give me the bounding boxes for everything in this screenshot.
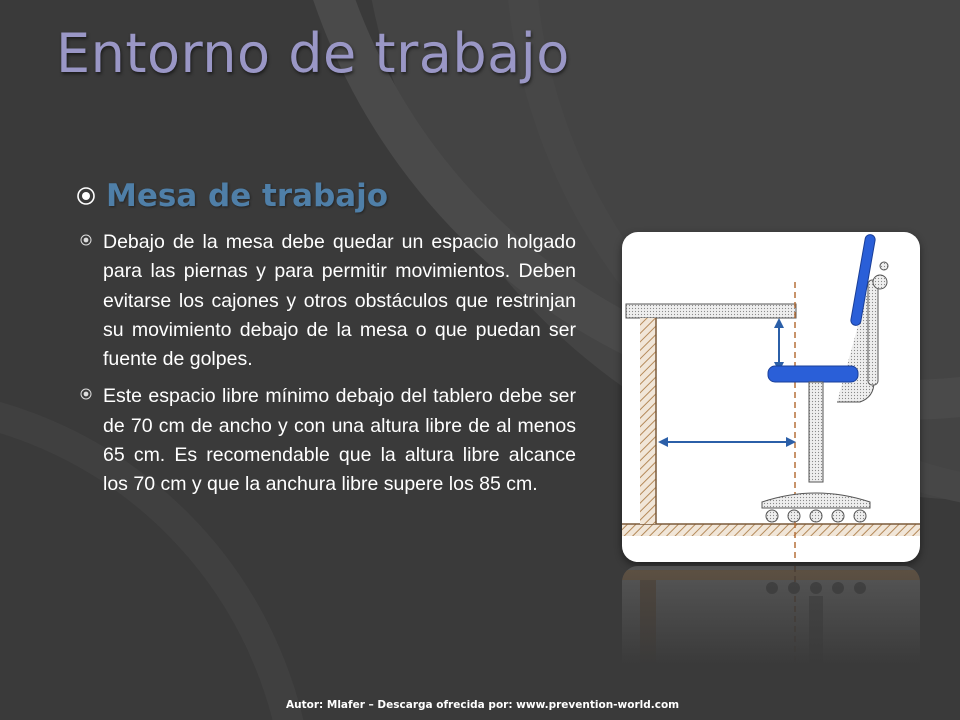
paragraph-dimensions: Este espacio libre mínimo debajo del tablero debe ser de 70 cm de ancho y con una altura libre de al menos 65 cm. Es recomendable que la altura libre alcance los 70 cm y que la anchura libre supere los 85 cm. xyxy=(103,385,576,496)
desk-chair-figure xyxy=(622,232,920,562)
list-item xyxy=(80,228,576,374)
list-item xyxy=(80,382,576,499)
page-title: Entorno de trabajo xyxy=(56,22,570,85)
circle-dot-bullet-icon xyxy=(80,388,92,400)
desk-chair-clearance-diagram-icon xyxy=(622,232,920,562)
section-title: Mesa de trabajo xyxy=(106,178,389,214)
circle-dot-bullet-icon xyxy=(80,234,92,246)
circle-dot-bullet-icon xyxy=(76,186,96,206)
section-heading xyxy=(76,178,388,214)
paragraph-clearance: Debajo de la mesa debe quedar un espacio holgado para las piernas y para permitir movimientos. Deben evitarse los cajones y otros obstáculos que restrinjan su movimiento debajo de la mesa o que puedan ser fuente de golpes. xyxy=(103,231,576,371)
bullet-list xyxy=(80,228,576,508)
figure-reflection xyxy=(622,566,920,676)
footer-credit: Autor: Mlafer – Descarga ofrecida por: www.prevention-world.com xyxy=(286,699,680,711)
